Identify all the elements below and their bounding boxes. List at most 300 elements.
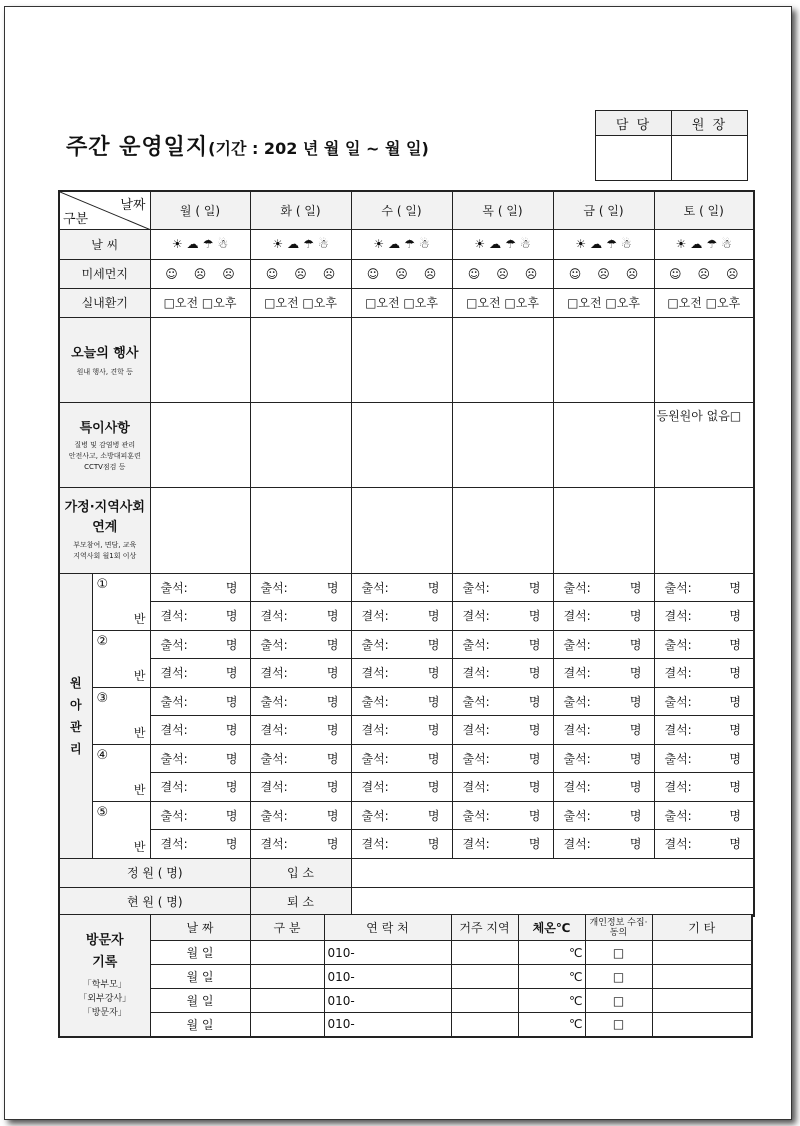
sad-face-icon[interactable]: ☹ [322,266,336,281]
absent-label: 결석: [361,723,389,738]
visit-contact-cell[interactable] [324,1013,451,1037]
visit-consent-cell[interactable] [585,941,652,965]
class-ban-label: 반 [133,839,146,854]
present-label: 출석: [563,808,591,823]
family-cell-tue[interactable] [250,487,351,573]
visitor-sub-parent: 「학부모」 [82,980,127,991]
sun-icon[interactable]: ☀ [272,237,284,251]
special-label: 특이사항 [79,420,130,436]
present-label: 출석: [664,694,692,709]
present-count-wed-class-4[interactable] [351,744,452,773]
ventilation-cell-sat [654,288,754,317]
absent-count-mon-class-2[interactable] [150,659,250,688]
day-header-thu: 목 ( 일) [452,191,553,229]
family-cell-fri[interactable] [553,487,654,573]
present-count-tue-class-5[interactable] [250,801,351,830]
neutral-face-icon[interactable]: ☹ [294,266,307,281]
neutral-face-icon[interactable]: ☹ [597,266,610,281]
present-label: 출석: [361,808,389,823]
unit-label: 명 [225,751,238,766]
weather-cell-sat [654,229,754,259]
absent-count-mon-class-3[interactable] [150,716,250,745]
smile-face-icon[interactable]: ☺ [568,266,582,281]
present-label: 출석: [160,751,188,766]
special-sub-2: 안전사고, 소방대피훈련 [68,451,141,460]
present-count-sat-class-3[interactable] [654,687,754,716]
family-label: 가정·지역사회 연계 [64,500,145,535]
day-header-fri: 금 ( 일) [553,191,654,229]
sad-face-icon[interactable]: ☹ [423,266,437,281]
weather-cell-wed [351,229,452,259]
absent-label: 결석: [664,609,692,624]
absent-count-wed-class-2[interactable] [351,659,452,688]
consent-checkbox[interactable]: □ [612,993,625,1008]
special-cell-thu[interactable] [452,402,553,487]
sun-icon[interactable]: ☀ [575,237,587,251]
ventilation-checkboxes[interactable]: □오전 □오후 [365,296,438,310]
unit-label: 명 [729,609,741,624]
umbrella-icon[interactable]: ☂ [202,237,214,251]
absent-label: 결석: [664,837,692,852]
visit-region-cell[interactable] [451,1013,518,1037]
absent-count-tue-class-1[interactable] [250,602,351,631]
special-cell-tue[interactable] [250,402,351,487]
absent-count-mon-class-5[interactable] [150,830,250,859]
cloud-icon[interactable]: ☁ [690,237,703,251]
present-label: 출석: [664,751,692,766]
unit-label: 명 [528,580,541,595]
present-label: 출석: [361,637,389,652]
present-count-mon-class-2[interactable] [150,630,250,659]
events-cell-tue[interactable] [250,317,351,402]
smile-face-icon[interactable]: ☺ [366,266,380,281]
leave-label: 퇴 소 [250,887,351,916]
umbrella-icon[interactable]: ☂ [303,237,314,251]
unit-label: 명 [629,580,642,595]
sun-icon[interactable]: ☀ [675,237,687,251]
absent-label: 결석: [160,609,188,624]
day-header-wed: 수 ( 일) [351,191,452,229]
snowman-icon[interactable]: ☃ [620,237,632,251]
absent-count-fri-class-2[interactable] [553,659,654,688]
events-cell-thu[interactable] [452,317,553,402]
unit-label: 명 [729,780,741,795]
present-count-thu-class-4[interactable] [452,744,553,773]
present-label: 출석: [260,751,288,766]
fine-dust-label: 미세먼지 [59,259,150,288]
absent-count-fri-class-5[interactable] [553,830,654,859]
ventilation-checkboxes[interactable]: □오전 □오후 [466,296,539,310]
absent-count-fri-class-3[interactable] [553,716,654,745]
ventilation-checkboxes[interactable]: □오전 □오후 [163,296,237,310]
present-label: 출석: [160,694,188,709]
unit-label: 명 [729,637,741,652]
present-label: 출석: [361,751,389,766]
day-header-mon: 월 ( 일) [150,191,250,229]
child-management-char: 아 [69,697,82,712]
visit-etc-cell[interactable] [652,941,752,965]
absent-count-wed-class-4[interactable] [351,773,452,802]
present-count-thu-class-2[interactable] [452,630,553,659]
present-count-tue-class-1[interactable] [250,573,351,602]
visit-date: 월 일 [186,946,214,960]
unit-label: 명 [225,637,238,652]
present-count-tue-class-2[interactable] [250,630,351,659]
sun-icon[interactable]: ☀ [474,237,486,251]
consent-checkbox[interactable]: □ [612,969,625,984]
class-number: ⑤ [96,804,109,820]
leave-input[interactable] [351,887,754,916]
smile-face-icon[interactable]: ☺ [668,266,682,281]
present-count-sat-class-5[interactable] [654,801,754,830]
present-count-wed-class-5[interactable] [351,801,452,830]
class-ban-label: 반 [133,668,146,683]
visit-region-cell[interactable] [451,965,518,989]
unit-label: 명 [326,609,339,624]
absent-label: 결석: [563,609,591,624]
visit-date-cell[interactable] [150,941,250,965]
present-label: 출석: [664,580,692,595]
visit-date-cell[interactable] [150,1013,250,1037]
absent-count-thu-class-4[interactable] [452,773,553,802]
visitor-header-region: 거주 지역 [451,915,518,941]
absent-count-mon-class-1[interactable] [150,602,250,631]
ventilation-cell-tue [250,288,351,317]
cloud-icon[interactable]: ☁ [186,237,199,251]
sad-face-icon[interactable]: ☹ [726,266,739,281]
absent-count-tue-class-4[interactable] [250,773,351,802]
approval-sign-manager[interactable] [596,136,672,181]
visit-phone-prefix: 010- [327,969,355,984]
absent-count-thu-class-2[interactable] [452,659,553,688]
absent-count-thu-class-1[interactable] [452,602,553,631]
page-title [66,130,429,161]
visit-date-cell[interactable] [150,989,250,1013]
present-count-fri-class-3[interactable] [553,687,654,716]
absent-count-fri-class-4[interactable] [553,773,654,802]
unit-label: 명 [629,694,642,709]
unit-label: 명 [427,751,440,766]
visit-date: 월 일 [186,994,214,1008]
absent-count-sat-class-2[interactable] [654,659,754,688]
absent-count-tue-class-5[interactable] [250,830,351,859]
ventilation-cell-thu [452,288,553,317]
visit-etc-cell[interactable] [652,989,752,1013]
visit-temp-unit: ℃ [569,945,583,960]
neutral-face-icon[interactable]: ☹ [697,266,710,281]
absent-label: 결석: [160,666,188,681]
unit-label: 명 [427,666,440,681]
smile-face-icon[interactable]: ☺ [467,266,481,281]
cloud-icon[interactable]: ☁ [489,237,502,251]
absent-label: 결석: [563,723,591,738]
present-label: 출석: [260,808,288,823]
sad-face-icon[interactable]: ☹ [524,266,538,281]
unit-label: 명 [225,780,238,795]
ventilation-cell-fri [553,288,654,317]
family-cell-thu[interactable] [452,487,553,573]
weekly-log-table [58,190,755,917]
present-label: 출석: [563,694,591,709]
snowman-icon[interactable]: ☃ [519,237,531,251]
family-cell-mon[interactable] [150,487,250,573]
present-count-thu-class-5[interactable] [452,801,553,830]
neutral-face-icon[interactable]: ☹ [395,266,408,281]
special-cell-fri[interactable] [553,402,654,487]
present-label: 출석: [260,694,288,709]
visit-contact-cell[interactable] [324,989,451,1013]
present-count-fri-class-2[interactable] [553,630,654,659]
present-count-fri-class-1[interactable] [553,573,654,602]
snowman-icon[interactable]: ☃ [217,237,229,251]
absent-label: 결석: [462,780,490,795]
present-count-mon-class-3[interactable] [150,687,250,716]
cloud-icon[interactable]: ☁ [287,237,300,251]
absent-count-sat-class-4[interactable] [654,773,754,802]
visitor-sub-instructor: 「외부강사」 [78,994,132,1005]
cloud-icon[interactable]: ☁ [388,237,401,251]
absent-count-wed-class-3[interactable] [351,716,452,745]
absent-count-sat-class-3[interactable] [654,716,754,745]
absent-count-tue-class-2[interactable] [250,659,351,688]
unit-label: 명 [326,808,339,823]
present-count-tue-class-3[interactable] [250,687,351,716]
visit-phone-prefix: 010- [327,1017,355,1032]
visitor-header-category: 구 분 [250,915,324,941]
special-sub-3: CCTV점검 등 [84,462,126,471]
day-header-tue: 화 ( 일) [250,191,351,229]
consent-checkbox[interactable]: □ [612,945,625,960]
visit-temp-cell[interactable] [518,941,585,965]
visit-category-cell[interactable] [250,965,324,989]
visit-etc-cell[interactable] [652,965,752,989]
absent-count-thu-class-5[interactable] [452,830,553,859]
present-count-thu-class-1[interactable] [452,573,553,602]
umbrella-icon[interactable]: ☂ [606,237,617,251]
present-count-mon-class-4[interactable] [150,744,250,773]
class-number: ① [96,576,109,592]
unit-label: 명 [225,723,238,738]
events-cell-sat[interactable] [654,317,754,402]
special-label-cell [59,402,150,487]
admit-input[interactable] [351,858,754,887]
absent-label: 결석: [462,723,490,738]
title-main: 주간 운영일지 [66,135,209,160]
class-cell-3 [92,687,150,744]
events-cell-fri[interactable] [553,317,654,402]
unit-label: 명 [427,580,440,595]
unit-label: 명 [528,808,541,823]
unit-label: 명 [528,723,541,738]
visit-temp-unit: ℃ [569,993,583,1008]
unit-label: 명 [528,780,541,795]
neutral-face-icon[interactable]: ☹ [193,266,207,281]
present-count-sat-class-2[interactable] [654,630,754,659]
unit-label: 명 [427,637,440,652]
unit-label: 명 [225,694,238,709]
visitor-label-1: 방문자 [85,933,124,949]
absent-label: 결석: [160,723,188,738]
ventilation-checkboxes[interactable]: □오전 □오후 [264,296,337,310]
visitor-header-date: 날 짜 [150,915,250,941]
visit-etc-cell[interactable] [652,1013,752,1037]
absent-count-wed-class-1[interactable] [351,602,452,631]
visitor-label-2: 기록 [92,955,118,971]
present-count-mon-class-5[interactable] [150,801,250,830]
smile-face-icon[interactable]: ☺ [165,266,178,281]
dust-cell-fri [553,259,654,288]
umbrella-icon[interactable]: ☂ [706,237,718,251]
visitor-sub-visitor: 「방문자」 [82,1008,127,1019]
snowman-icon[interactable]: ☃ [317,237,329,251]
visit-temp-cell[interactable] [518,989,585,1013]
umbrella-icon[interactable]: ☂ [404,237,415,251]
present-count-wed-class-3[interactable] [351,687,452,716]
smile-face-icon[interactable]: ☺ [265,266,279,281]
class-number: ④ [96,747,109,763]
special-cell-mon[interactable] [150,402,250,487]
family-cell-sat[interactable] [654,487,754,573]
class-ban-label: 반 [133,725,146,740]
absent-count-fri-class-1[interactable] [553,602,654,631]
unit-label: 명 [326,780,339,795]
events-cell-mon[interactable] [150,317,250,402]
visit-category-cell[interactable] [250,989,324,1013]
corner-category-label: 구분 [63,211,89,227]
present-count-sat-class-1[interactable] [654,573,754,602]
visit-region-cell[interactable] [451,989,518,1013]
events-cell-wed[interactable] [351,317,452,402]
dust-cell-tue [250,259,351,288]
absent-label: 결석: [664,780,692,795]
snowman-icon[interactable]: ☃ [418,237,430,251]
unit-label: 명 [629,609,642,624]
current-label: 현 원 ( 명) [59,887,250,916]
present-count-tue-class-4[interactable] [250,744,351,773]
events-label-cell [59,317,150,402]
ventilation-checkboxes[interactable]: □오전 □오후 [667,296,741,310]
absent-count-tue-class-3[interactable] [250,716,351,745]
unit-label: 명 [528,637,541,652]
unit-label: 명 [427,609,440,624]
unit-label: 명 [729,580,741,595]
present-count-thu-class-3[interactable] [452,687,553,716]
unit-label: 명 [629,723,642,738]
present-count-sat-class-4[interactable] [654,744,754,773]
absent-count-thu-class-3[interactable] [452,716,553,745]
special-cell-wed[interactable] [351,402,452,487]
absent-label: 결석: [260,666,288,681]
sad-face-icon[interactable]: ☹ [222,266,235,281]
absent-label: 결석: [260,609,288,624]
umbrella-icon[interactable]: ☂ [505,237,516,251]
unit-label: 명 [528,694,541,709]
present-count-fri-class-4[interactable] [553,744,654,773]
absent-label: 결석: [260,837,288,852]
absent-count-sat-class-1[interactable] [654,602,754,631]
events-sub: 원내 행사, 견학 등 [76,367,133,376]
absent-label: 결석: [563,780,591,795]
sad-face-icon[interactable]: ☹ [625,266,639,281]
visit-contact-cell[interactable] [324,941,451,965]
dust-cell-mon [150,259,250,288]
visitor-header-temp: 체온℃ [518,915,585,941]
visit-date: 월 일 [186,970,214,984]
visit-date-cell[interactable] [150,965,250,989]
unit-label: 명 [326,580,339,595]
absent-count-mon-class-4[interactable] [150,773,250,802]
ventilation-cell-wed [351,288,452,317]
unit-label: 명 [225,580,238,595]
sun-icon[interactable]: ☀ [373,237,385,251]
weather-cell-tue [250,229,351,259]
unit-label: 명 [427,808,440,823]
no-attendance-note[interactable]: 등원원아 없음□ [656,408,742,423]
visit-temp-unit: ℃ [569,1017,583,1032]
absent-count-sat-class-5[interactable] [654,830,754,859]
special-cell-sat[interactable] [654,402,754,487]
unit-label: 명 [528,751,541,766]
unit-label: 명 [427,723,440,738]
absent-label: 결석: [260,723,288,738]
absent-label: 결석: [260,780,288,795]
class-ban-label: 반 [133,611,146,626]
unit-label: 명 [729,808,741,823]
date-category-corner [59,191,150,229]
unit-label: 명 [427,694,440,709]
family-cell-wed[interactable] [351,487,452,573]
ventilation-label: 실내환기 [59,288,150,317]
present-label: 출석: [462,637,490,652]
present-label: 출석: [260,580,288,595]
visit-temp-cell[interactable] [518,965,585,989]
present-count-wed-class-1[interactable] [351,573,452,602]
visit-consent-cell[interactable] [585,989,652,1013]
sun-icon[interactable]: ☀ [171,237,183,251]
absent-label: 결석: [462,609,490,624]
present-label: 출석: [563,637,591,652]
approval-sign-director[interactable] [672,136,748,181]
absent-label: 결석: [664,723,692,738]
neutral-face-icon[interactable]: ☹ [496,266,509,281]
visit-category-cell[interactable] [250,1013,324,1037]
day-header-sat: 토 ( 일) [654,191,754,229]
snowman-icon[interactable]: ☃ [721,237,732,251]
unit-label: 명 [225,609,238,624]
visit-temp-cell[interactable] [518,1013,585,1037]
child-management-char: 관 [69,719,82,734]
present-label: 출석: [160,637,188,652]
visit-contact-cell[interactable] [324,965,451,989]
visit-consent-cell[interactable] [585,965,652,989]
present-count-mon-class-1[interactable] [150,573,250,602]
unit-label: 명 [729,723,741,738]
present-label: 출석: [160,580,188,595]
absent-count-wed-class-5[interactable] [351,830,452,859]
ventilation-checkboxes[interactable]: □오전 □오후 [567,296,640,310]
unit-label: 명 [528,837,541,852]
cloud-icon[interactable]: ☁ [590,237,603,251]
visit-region-cell[interactable] [451,941,518,965]
unit-label: 명 [225,666,238,681]
visit-category-cell[interactable] [250,941,324,965]
present-count-wed-class-2[interactable] [351,630,452,659]
visit-consent-cell[interactable] [585,1013,652,1037]
present-count-fri-class-5[interactable] [553,801,654,830]
consent-checkbox[interactable]: □ [612,1017,625,1032]
quota-label: 정 원 ( 명) [59,858,250,887]
absent-label: 결석: [664,666,692,681]
